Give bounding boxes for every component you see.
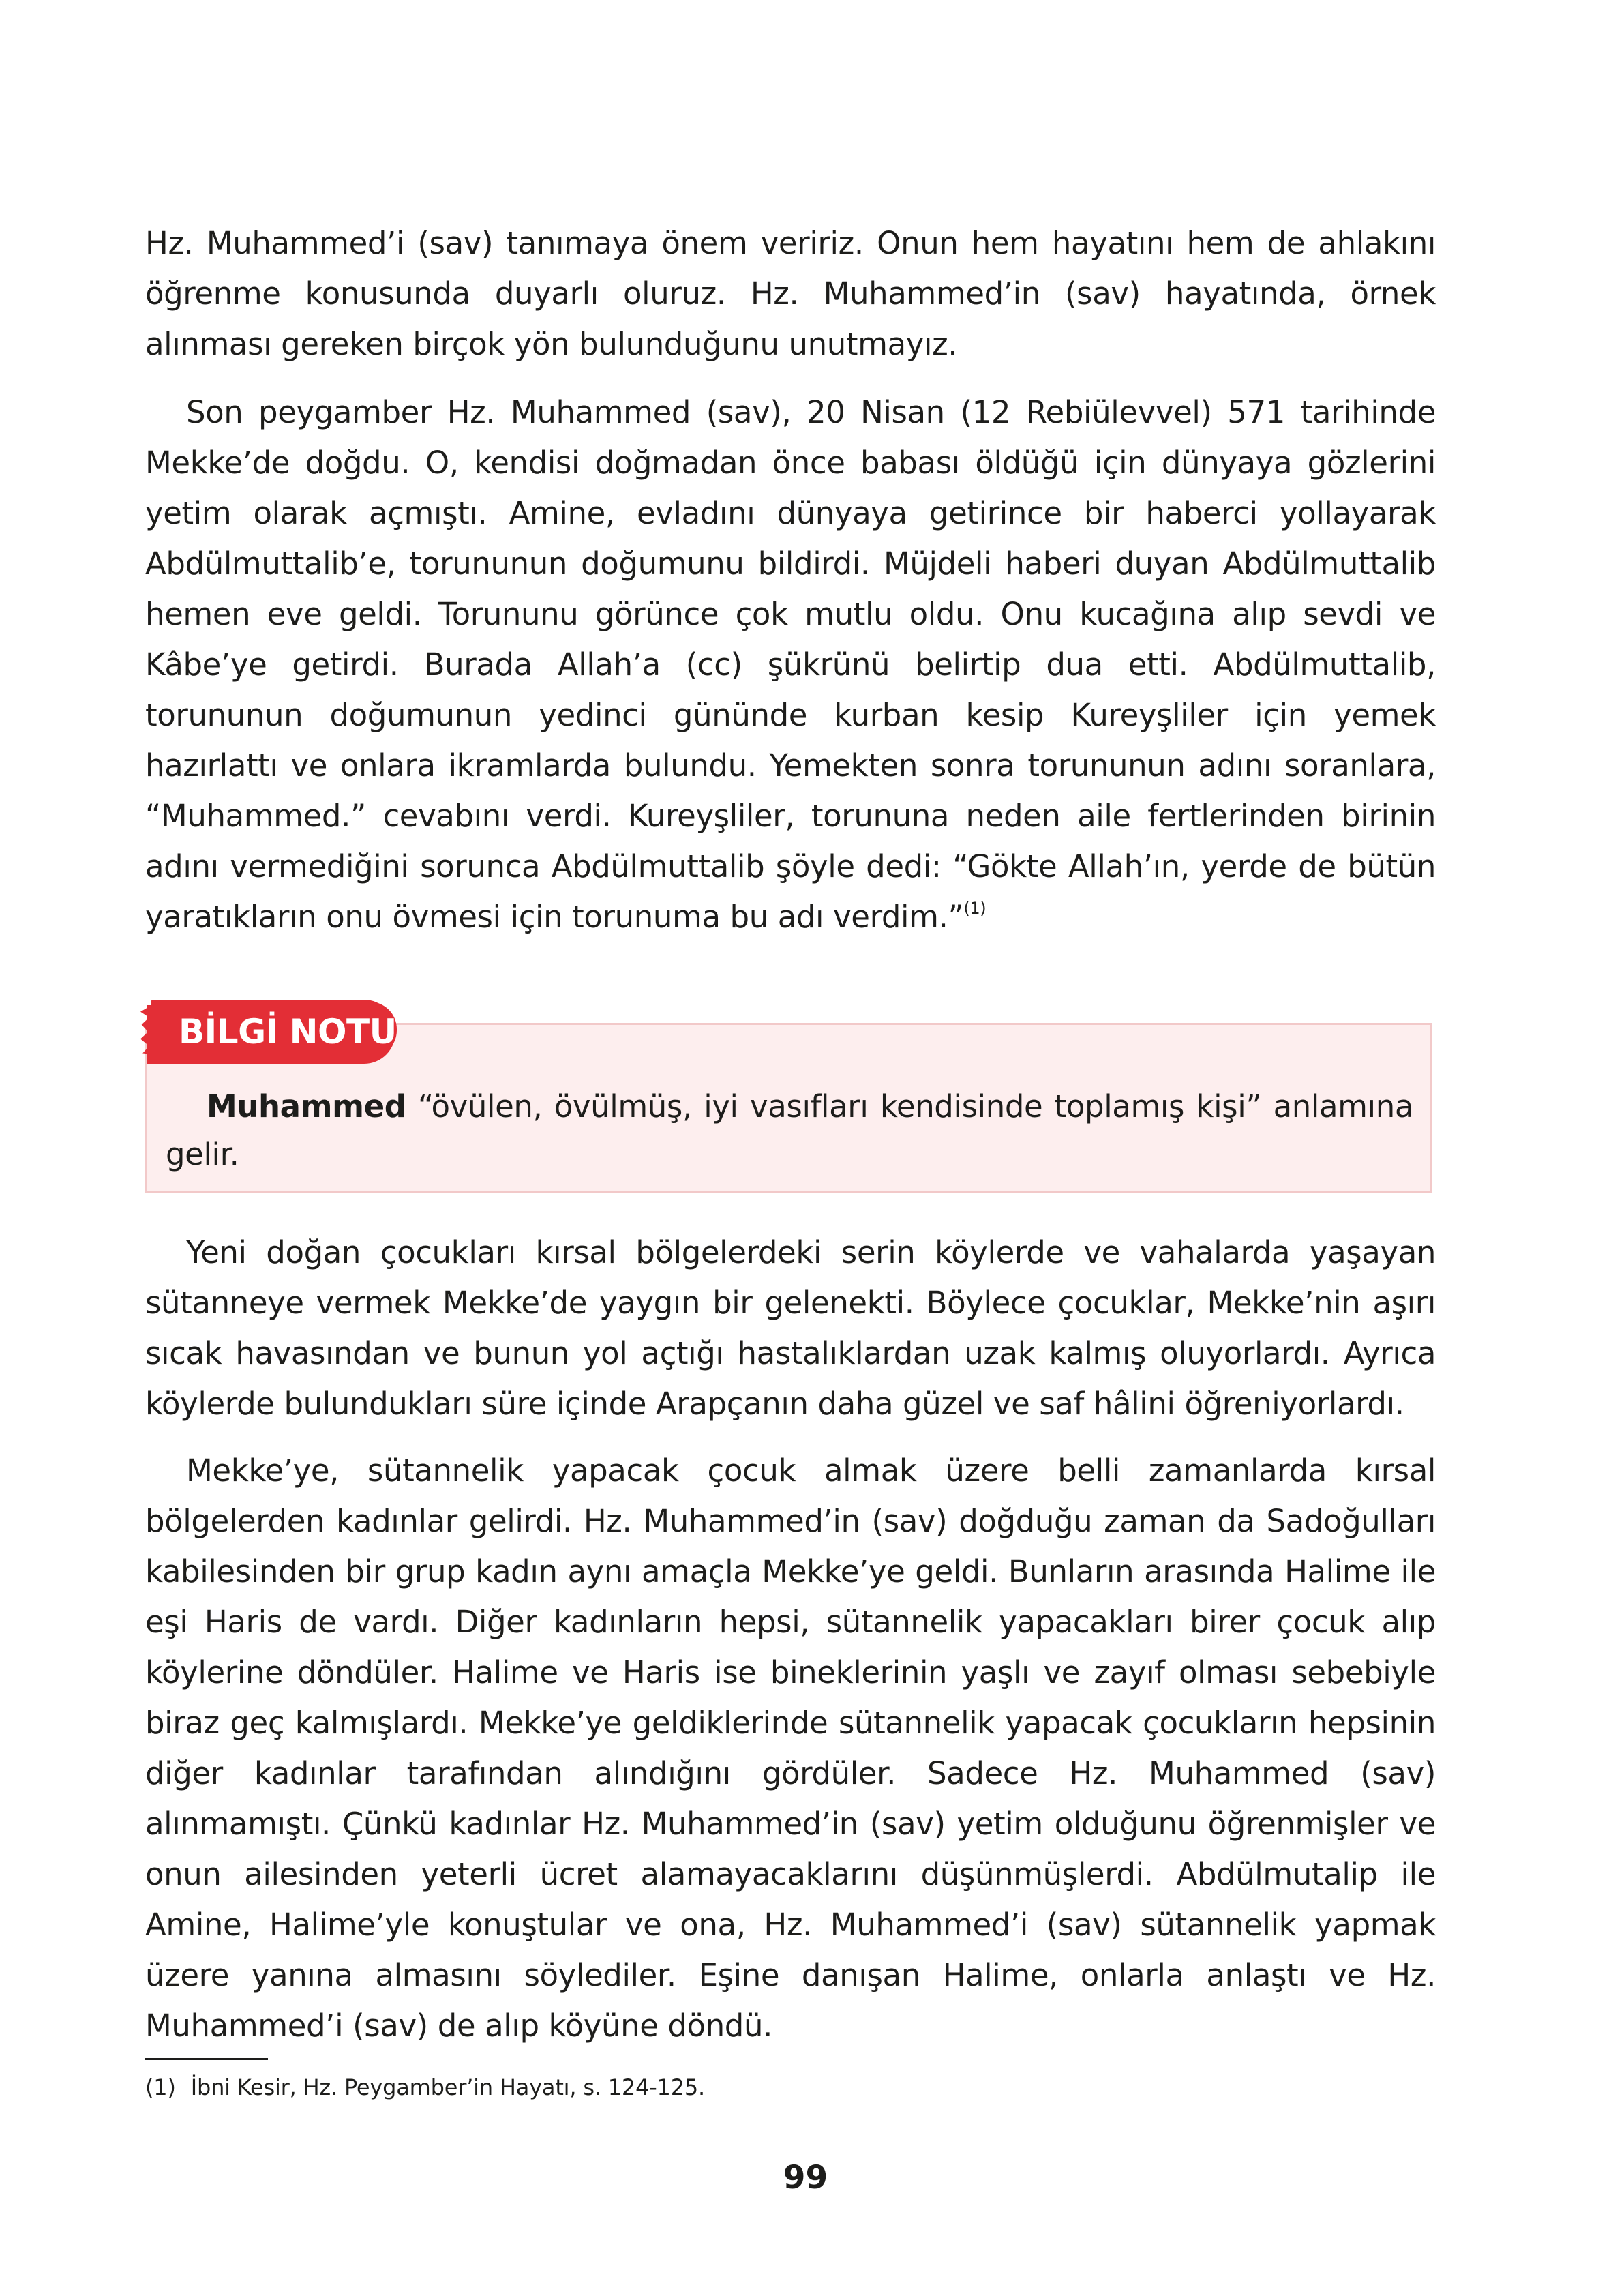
page-number: 99 [783, 2159, 828, 2196]
birth-paragraph-text: Son peygamber Hz. Muhammed (sav), 20 Nisan (12 Rebiülevvel) 571 tarihinde Mekke’de doğdu. O, kendisi doğmadan önce babası öldüğü için dünyaya gözlerini yetim olarak açmıştı. Amine, evladını dünyaya getirince bir haberci yollayarak Abdülmuttalib’e, torununun doğumunu bildirdi. Müjdeli haberi duyan Abdülmuttalib hemen eve geldi. Torununu görünce çok mutlu oldu. Onu kucağına alıp sevdi ve Kâbe’ye getirdi. Burada Allah’a (cc) şükrünü belirtip dua etti. Abdülmuttalib, torununun doğumunun yedinci gününde kurban kesip Kureyşliler için yemek hazırlattı ve onlara ikramlarda bulundu. Yemekten sonra torununun adını soranlara, “Muhammed.” cevabını verdi. Kureyşliler, torununa neden aile fertlerinden birinin adını vermediğini sorunca Abdülmuttalib şöyle dedi: “Gökte Allah’ın, yerde de bütün yaratıkların onu övmesi için torunuma bu adı verdim.” [145, 394, 1436, 935]
footnote-mark: (1) [145, 2074, 176, 2100]
info-note-badge-label: BİLGİ NOTU [179, 1012, 397, 1052]
wet-nurse-tradition-paragraph: Yeni doğan çocukları kırsal bölgelerdeki serin köylerde ve vahalarda yaşayan sütanneye vermek Mekke’de yaygın bir gelenekti. Böylece çocuklar, Mekke’nin aşırı sıcak havasından ve bunun yol açtığı hastalıklardan uzak kalmış oluyorlardı. Ayrıca köylerde bulundukları süre içinde Arapçanın daha güzel ve saf hâlini öğreniyorlardı. [145, 1234, 1436, 1422]
footnote-text: İbni Kesir, Hz. Peygamber’in Hayatı, s. 124-125. [190, 2074, 706, 2100]
intro-paragraph: Hz. Muhammed’i (sav) tanımaya önem veririz. Onun hem hayatını hem de ahlakını öğrenme konusunda duyarlı oluruz. Hz. Muhammed’in (sav) hayatında, örnek alınması gereken birçok yön bulunduğunu unutmayız. [145, 225, 1436, 362]
info-note-definition: “övülen, övülmüş, iyi vasıfları kendisinde toplamış kişi” anlamına gelir. [166, 1088, 1413, 1172]
halime-paragraph: Mekke’ye, sütannelik yapacak çocuk almak üzere belli zamanlarda kırsal bölgelerden kadınlar gelirdi. Hz. Muhammed’in (sav) doğduğu zaman da Sadoğulları kabilesinden bir grup kadın aynı amaçla Mekke’ye geldi. Bunların arasında Halime ile eşi Haris de vardı. Diğer kadınların hepsi, sütannelik yapacakları birer çocuk alıp köylerine döndüler. Halime ve Haris ise bineklerinin yaşlı ve zayıf olması sebebiyle biraz geç kalmışlardı. Mekke’ye geldiklerinde sütannelik yapacak çocukların hepsinin diğer kadınlar tarafından alındığını gördüler. Sadece Hz. Muhammed (sav) alınmamıştı. Çünkü kadınlar Hz. Muhammed’in (sav) yetim olduğunu öğrenmişler ve onun ailesinden yeterli ücret alamayacaklarını düşünmüşlerdi. Abdülmutalip ile Amine, Halime’yle konuştular ve ona, Hz. Muhammed’i (sav) sütannelik yapmak üzere yanına almasını söylediler. Eşine danışan Halime, onlarla anlaştı ve Hz. Muhammed’i (sav) de alıp köyüne döndü. [145, 1452, 1436, 2044]
info-note-text [166, 1083, 1413, 1178]
footnote-reference: (1) [963, 899, 987, 918]
info-note-term: Muhammed [207, 1088, 406, 1124]
footnote [145, 2070, 963, 2104]
birth-paragraph [145, 387, 1436, 947]
footnote-divider [145, 2058, 268, 2060]
